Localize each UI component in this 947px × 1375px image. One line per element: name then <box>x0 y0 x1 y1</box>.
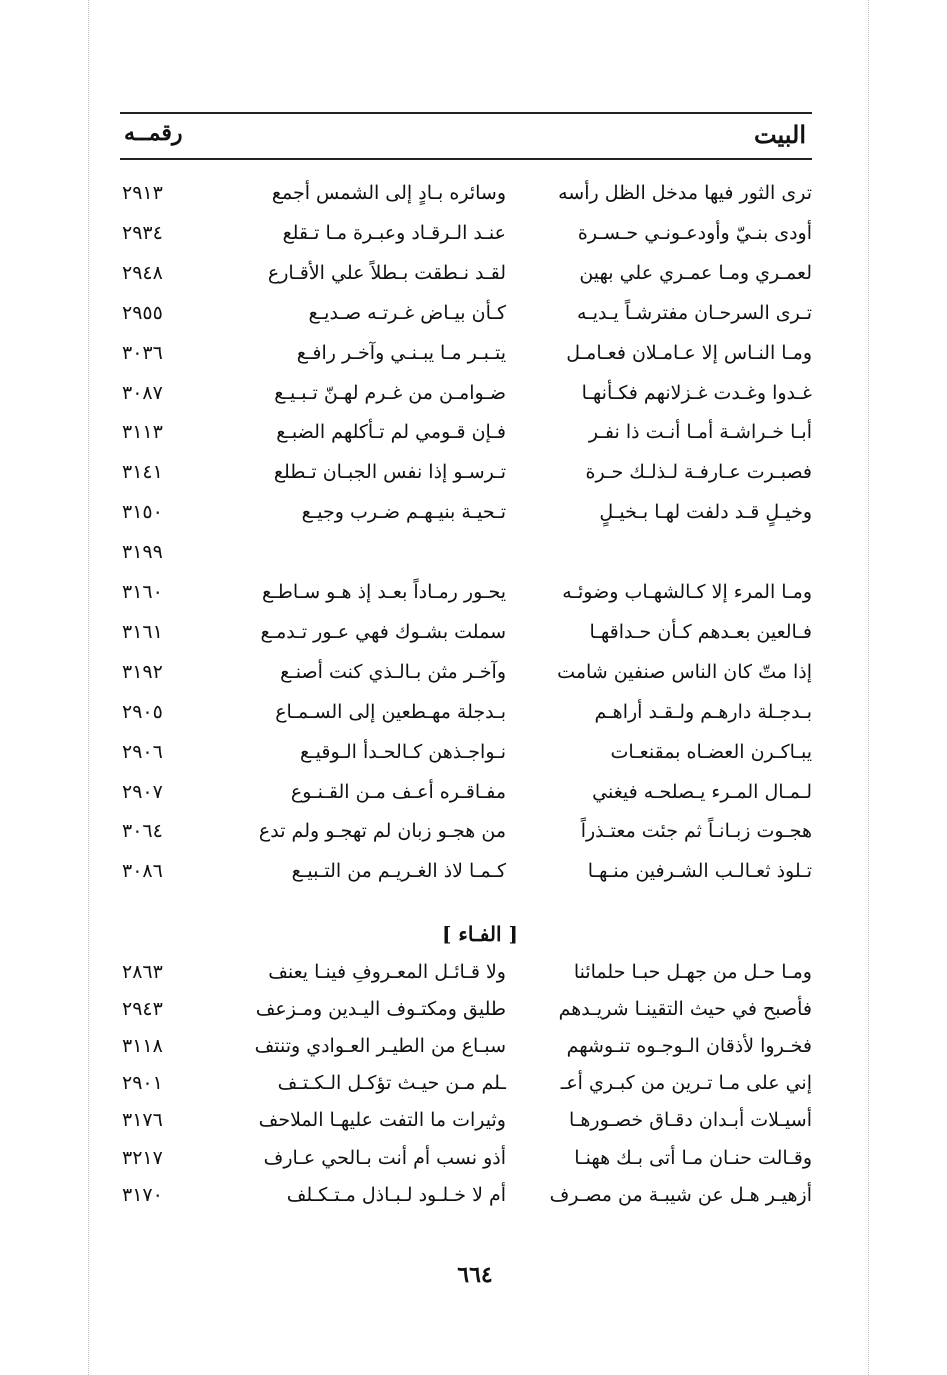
table-row <box>100 854 812 888</box>
table-row <box>100 814 812 848</box>
first-hemistich: فصبـرت عـارفـة لـذلـك حـرة <box>585 461 812 484</box>
first-hemistich: لعمـري ومـا عمـري علي بهين <box>579 261 812 284</box>
scan-edge-right <box>868 0 869 1375</box>
table-row <box>100 535 812 569</box>
first-hemistich: هجـوت زبـانـاً ثم جئت معتـذراً <box>580 820 812 843</box>
verse-number: ٣١١٣ <box>122 421 163 444</box>
first-hemistich: فأصبح في حيث التقينـا شريـدهم <box>558 998 812 1021</box>
table-row <box>100 376 812 410</box>
second-hemistich: يتـبـر مـا يبـنـي وآخـر رافـع <box>296 341 506 364</box>
section-title: [ الفـاء ] <box>442 922 518 946</box>
first-hemistich: ومـا المرء إلا كـالشهـاب وضوئـه <box>562 581 812 603</box>
table-row <box>100 575 812 609</box>
second-hemistich: من هجـو زبان لم تهجـو ولم تدع <box>258 820 506 843</box>
verse-number: ٣١٥٠ <box>122 501 163 524</box>
verse-number: ٢٩٤٣ <box>122 998 163 1021</box>
verse-number: ٣١٦١ <box>122 620 163 643</box>
page-number: ٦٦٤ <box>457 1262 493 1288</box>
first-hemistich: أزهيـر هـل عن شيبـة من مصـرف <box>549 1183 812 1206</box>
first-hemistich: إني على مـا تـرين من كبـري أعـ <box>560 1072 812 1095</box>
table-row <box>100 1103 812 1137</box>
verse-number: ٣٢١٧ <box>122 1146 163 1169</box>
first-hemistich: ومـا حـل من جهـل حبـا حلمائنا <box>573 961 812 983</box>
table-row <box>100 216 812 250</box>
second-hemistich: ـلم مـن حيـث تؤكـل الـكـتـف <box>277 1072 506 1095</box>
second-hemistich: فـإن قـومي لم تـأكلهم الضبـع <box>276 421 506 444</box>
second-hemistich: وآخـر مثن بـالـذي كنت أصنـع <box>280 660 506 683</box>
second-hemistich: وثيرات ما التفت عليهـا الملاحف <box>258 1109 506 1132</box>
verse-number: ٢٩٠١ <box>122 1072 163 1095</box>
header-verse: البيت <box>753 120 806 149</box>
table-row <box>100 695 812 729</box>
first-hemistich: أبـا خـراشـة أمـا أنـت ذا نفـر <box>588 421 812 444</box>
second-hemistich: سملت بشـوك فهي عـور تـدمـع <box>260 620 506 643</box>
table-row <box>100 415 812 449</box>
table-header <box>120 112 812 160</box>
second-hemistich: مفـاقـره أعـف مـن القـنـوع <box>290 780 506 803</box>
second-hemistich: ولا قـائـل المعـروفِ فينـا يعنف <box>268 961 506 983</box>
first-hemistich: تـرى السرحـان مفترشـاً يـديـه <box>576 301 812 324</box>
first-hemistich: وخيـلٍ قـد دلفت لهـا بـخيـلٍ <box>599 501 812 524</box>
table-row <box>100 495 812 529</box>
scan-edge-left <box>88 0 89 1375</box>
table-row <box>100 455 812 489</box>
second-hemistich: عنـد الـرقـاد وعبـرة مـا تـقلع <box>282 221 506 244</box>
first-hemistich: وقـالت حنـان مـا أتى بـك ههنـا <box>574 1146 812 1169</box>
verse-number: ٢٩٠٧ <box>122 780 163 803</box>
second-hemistich: وسائره بـادٍ إلى الشمس أجمع <box>271 182 506 204</box>
first-hemistich: بـدجـلة دارهـم ولـقـد أراهـم <box>594 700 812 723</box>
verse-number: ٢٩٤٨ <box>122 261 163 284</box>
table-row <box>100 735 812 769</box>
verse-number: ٣١١٨ <box>122 1035 163 1058</box>
first-hemistich: غـدوا وغـدت غـزلانهم فكـأنهـا <box>581 381 812 404</box>
table-row <box>100 256 812 290</box>
first-hemistich: فخـروا لأذقان الـوجـوه تنـوشهم <box>566 1035 812 1058</box>
table-row <box>100 775 812 809</box>
table-row <box>100 176 812 210</box>
second-hemistich: لقـد نـطقت بـطلاً علي الأقـارع <box>267 261 506 284</box>
first-hemistich: فـالعين بعـدهم كـأن حـداقهـا <box>589 620 812 643</box>
verse-number: ٣٠٣٦ <box>122 341 163 364</box>
first-hemistich: إذا متّ كان الناس صنفين شامت <box>557 660 812 683</box>
first-hemistich: أودى بنـيّ وأودعـونـي حـسـرة <box>577 221 812 244</box>
second-hemistich: كـأن بيـاض غـرتـه صـديـع <box>308 301 506 324</box>
second-hemistich: بـدجلة مهـطعين إلى السـمـاع <box>275 700 506 723</box>
second-hemistich: تـرسـو إذا نفس الجبـان تـطلع <box>273 461 506 484</box>
table-row <box>100 1141 812 1175</box>
table-row <box>100 655 812 689</box>
second-hemistich: سبـاع من الطيـر العـوادي وتنتف <box>254 1035 506 1058</box>
table-row <box>100 955 812 989</box>
verse-number: ٣١٤١ <box>122 461 163 484</box>
first-hemistich: تـلوذ ثعـالـب الشـرفين منـهـا <box>587 860 812 883</box>
verse-number: ٣١٦٠ <box>122 581 163 603</box>
verse-number: ٣٠٨٧ <box>122 381 163 404</box>
verse-number: ٣١٧٠ <box>122 1183 163 1206</box>
header-number: رقمــه <box>124 120 183 146</box>
verse-number: ٣١٧٦ <box>122 1109 163 1132</box>
second-hemistich: أذو نسب أم أنت بـالحي عـارف <box>263 1146 506 1169</box>
verse-number: ٢٩٠٥ <box>122 700 163 723</box>
verse-number: ٢٨٦٣ <box>122 961 163 983</box>
verse-number: ٢٩٥٥ <box>122 301 163 324</box>
verse-number: ٣١٩٢ <box>122 660 163 683</box>
second-hemistich: نـواجـذهن كـالحـدأ الـوقيـع <box>299 740 506 763</box>
first-hemistich: ومـا النـاس إلا عـامـلان فعـامـل <box>566 341 812 364</box>
table-row <box>100 1178 812 1212</box>
verse-number: ٣١٩٩ <box>122 541 163 564</box>
second-hemistich: طليق ومكتـوف اليـدين ومـزعف <box>255 998 506 1021</box>
second-hemistich: ضـوامـن من غـرم لهـنّ تـبـيـع <box>274 381 506 404</box>
first-hemistich: يبـاكـرن العضـاه بمقنعـات <box>610 740 812 763</box>
verse-number: ٣٠٨٦ <box>122 860 163 883</box>
verse-number: ٢٩١٣ <box>122 182 163 204</box>
table-row <box>100 1066 812 1100</box>
second-hemistich: أم لا خـلـود لـبـاذل مـتـكـلف <box>286 1183 506 1206</box>
verse-number: ٢٩٠٦ <box>122 740 163 763</box>
verse-number: ٣٠٦٤ <box>122 820 163 843</box>
table-row <box>100 615 812 649</box>
table-row <box>100 992 812 1026</box>
verse-number: ٢٩٣٤ <box>122 221 163 244</box>
table-row <box>100 336 812 370</box>
second-hemistich: تـحيـة بنيـهـم ضـرب وجيـع <box>301 501 506 524</box>
first-hemistich: لـمـال المـرء يـصلحـه فيغني <box>592 780 812 803</box>
table-row <box>100 296 812 330</box>
first-hemistich: أسيـلات أبـدان دقـاق خصـورهـا <box>569 1109 812 1132</box>
second-hemistich: يحـور رمـاداً بعـد إذ هـو سـاطـع <box>262 581 506 603</box>
first-hemistich: ترى الثور فيها مدخل الظل رأسه <box>558 182 812 204</box>
second-hemistich: كـمـا لاذ الغـريـم من التـبيـع <box>291 860 506 883</box>
table-row <box>100 1029 812 1063</box>
